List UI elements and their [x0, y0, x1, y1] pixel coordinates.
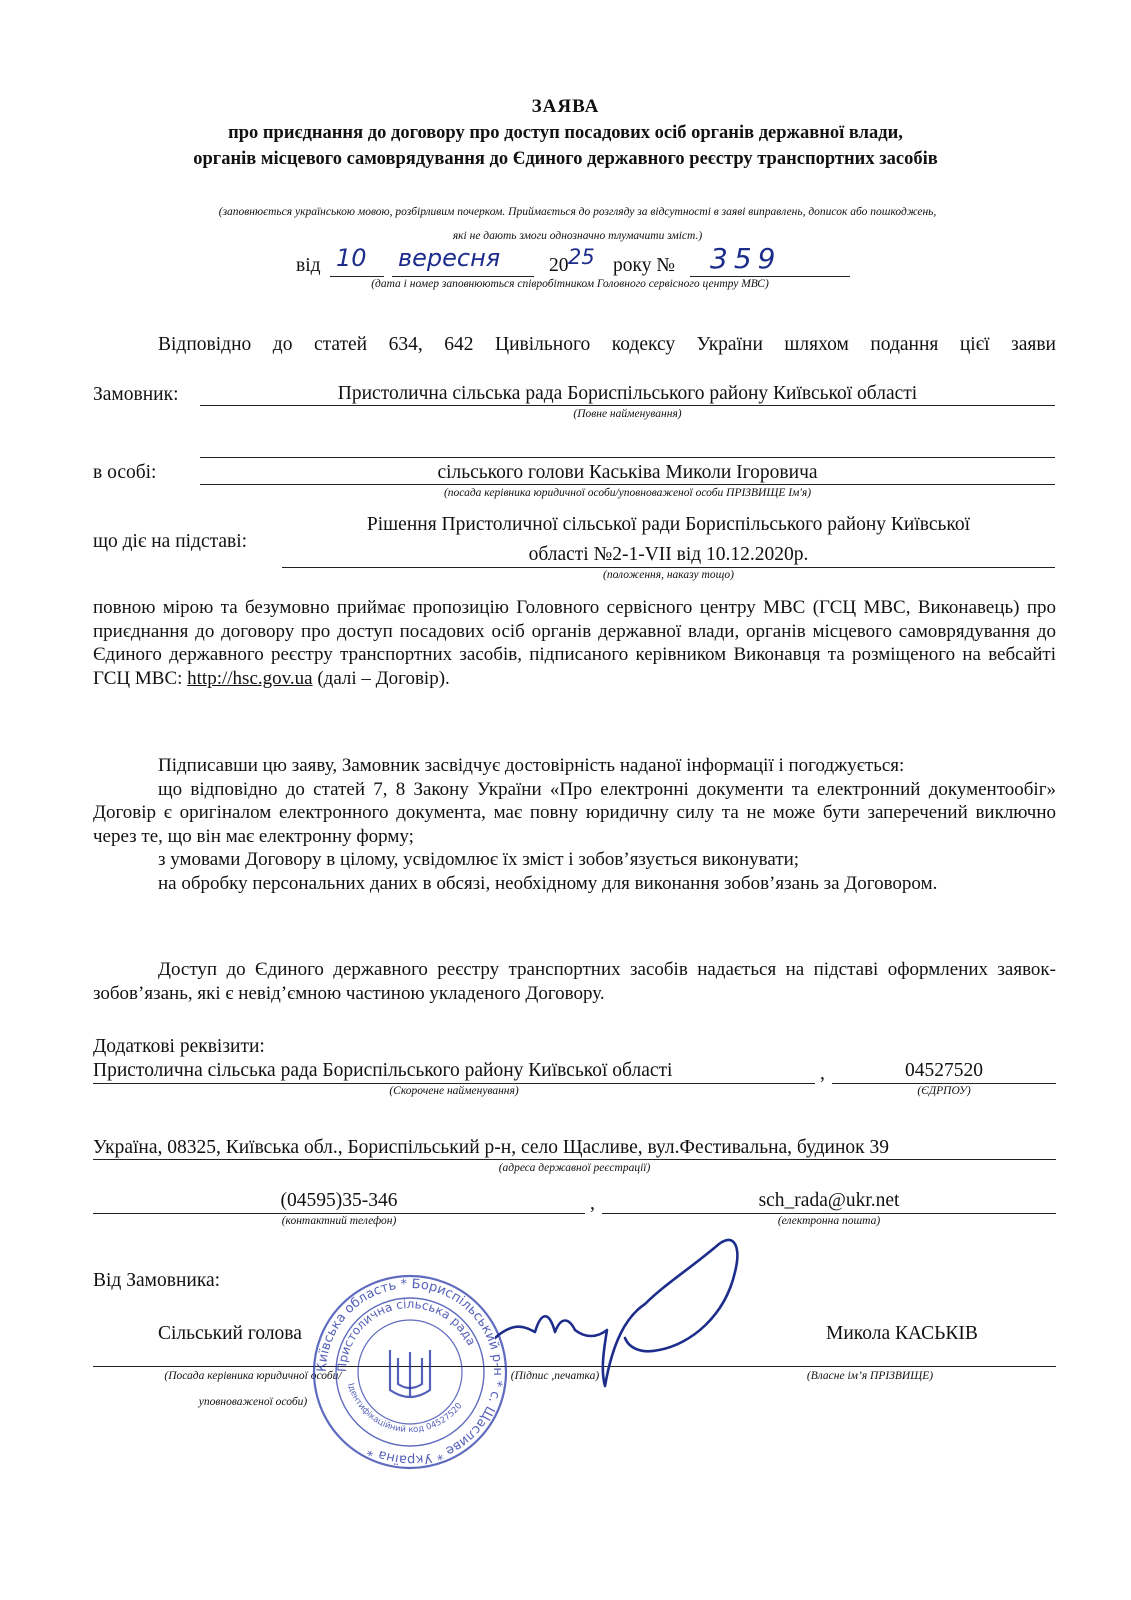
phone-underline: [93, 1213, 585, 1214]
email-underline: [602, 1213, 1056, 1214]
date-from-label: від: [296, 255, 321, 276]
email-caption: (електронна пошта): [777, 1215, 881, 1227]
day-underline: [330, 276, 384, 277]
acceptance-paragraph: [93, 596, 1056, 690]
stamp-code-text: Ідентифікаційний код 04527520: [345, 1382, 465, 1436]
edrpou-underline: [832, 1083, 1056, 1084]
contact-phone[interactable]: (04595)35-346: [280, 1190, 398, 1211]
date-day[interactable]: 10: [336, 244, 367, 272]
basis-line1[interactable]: Рішення Пристоличної сільської ради Бориспільського району Київської: [366, 514, 971, 535]
name-caption: (Власне ім’я ПРІЗВИЩЕ): [806, 1370, 934, 1382]
short-name-comma: ,: [820, 1063, 825, 1084]
trident-emblem-icon: [390, 1350, 430, 1397]
person-underline: [200, 484, 1055, 485]
signer-position: Сільський голова: [158, 1323, 302, 1344]
instruction-line2: які не дають змоги однозначно тлумачити зміст.): [452, 230, 703, 242]
access-paragraph: [93, 958, 1056, 1005]
number-underline: [690, 276, 850, 277]
email-address[interactable]: sch_rada@ukr.net: [758, 1190, 900, 1211]
date-month[interactable]: вересня: [398, 244, 501, 272]
document-subtitle-line2: органів місцевого самоврядування до Єдиного державного реєстру транспортних засобів: [193, 149, 938, 169]
basis-label: що діє на підставі:: [93, 531, 248, 552]
signer-name: Микола КАСЬКІВ: [826, 1323, 978, 1344]
basis-line2[interactable]: області №2-1-VII від 10.12.2020р.: [528, 544, 809, 565]
from-customer-label: Від Замовника:: [93, 1270, 221, 1291]
instruction-line1: (заповнюється українською мовою, розбірливим почерком. Приймається до розгляду за відсутності в заяві виправлень, дописок або пошкоджень,: [218, 206, 937, 218]
agreement-item-personal-data: на обробку персональних даних в обсязі, необхідному для виконання зобов’язань за Договором.: [158, 872, 938, 894]
handwritten-signature: [495, 1220, 745, 1400]
customer-name[interactable]: Пристолична сільська рада Бориспільського району Київської області: [337, 383, 918, 404]
short-name[interactable]: Пристолична сільська рада Бориспільського району Київської області: [93, 1060, 673, 1081]
document-title: ЗАЯВА: [531, 96, 600, 117]
edrpou-caption: (ЄДРПОУ): [917, 1085, 971, 1097]
month-underline: [392, 276, 534, 277]
customer-underline: [200, 405, 1055, 406]
hsc-link[interactable]: http://hsc.gov.ua: [187, 667, 313, 689]
customer-caption: (Повне найменування): [573, 408, 682, 420]
official-stamp: [310, 1272, 510, 1472]
phone-comma: ,: [590, 1193, 595, 1214]
address-underline: [93, 1159, 1056, 1160]
document-subtitle-line1: про приєднання до договору про доступ посадових осіб органів державної влади,: [228, 123, 903, 143]
position-caption-line1: (Посада керівника юридичної особи/: [164, 1370, 342, 1382]
acceptance-text-end: (далі – Договір).: [317, 667, 450, 689]
access-text: Доступ до Єдиного державного реєстру транспортних засобів надається на підставі оформлених заявок-зобов’язань, які є невід’ємною частиною укладеного Договору.: [93, 959, 1056, 1004]
year-suffix[interactable]: 25: [568, 245, 595, 269]
short-name-caption: (Скорочене найменування): [389, 1085, 519, 1097]
requisites-label: Додаткові реквізити:: [93, 1036, 265, 1057]
registration-address[interactable]: Україна, 08325, Київська обл., Бориспільський р-н, село Щасливе, вул.Фестивальна, будинок 39: [93, 1137, 890, 1158]
sign-caption: (Підпис ,печатка): [510, 1370, 600, 1382]
stamp-outer-text: Київська область * Бориспільський р-н * с. Щасливе * Україна *: [314, 1276, 506, 1468]
address-caption: (адреса державної реєстрації): [498, 1162, 651, 1174]
person-top-line: [200, 457, 1055, 458]
intro-text: Відповідно до статей 634, 642 Цивільного кодексу України шляхом подання цієї заяви: [158, 334, 1056, 355]
position-caption-line2: уповноваженої особи): [198, 1396, 308, 1408]
acceptance-text: повною мірою та безумовно приймає пропозицію Головного сервісного центру МВС (ГСЦ МВС, Виконавець) про приєднання до договору про доступ посадових осіб органів державної влади, органів місцевого самоврядування до Єдиного державного реєстру транспортних засобів, підписаного керівником Виконавця та розміщеного на вебсайті ГСЦ МВС:: [93, 597, 1056, 689]
person-name[interactable]: сільського голови Каськіва Миколи Ігоровича: [437, 462, 818, 483]
person-caption: (посада керівника юридичної особи/уповноваженої особи ПРІЗВИЩЕ Ім'я): [443, 487, 812, 499]
fill-instructions: [90, 200, 1065, 248]
basis-underline: [282, 567, 1055, 568]
customer-label: Замовник:: [93, 384, 179, 405]
short-name-underline: [93, 1083, 815, 1084]
phone-caption: (контактний телефон): [281, 1215, 397, 1227]
basis-caption: (положення, наказу тощо): [603, 569, 734, 581]
date-caption: (дата і номер заповнюються співробітником Головного сервісного центру МВС): [371, 278, 769, 290]
agreement-intro: Підписавши цю заяву, Замовник засвідчує достовірність наданої інформації і погоджується:: [158, 755, 905, 776]
year-prefix: 20: [549, 255, 569, 276]
year-number-label: року №: [613, 255, 675, 276]
agreement-item-terms: з умовами Договору в цілому, усвідомлює їх зміст і зобов’язується виконувати;: [158, 849, 800, 871]
agreement-item-edocs: що відповідно до статей 7, 8 Закону України «Про електронні документи та електронний документообіг» Договір є оригіналом електронного документа, має повну юридичну силу та не може бути заперечений виключно через те, що він має електронну форму;: [93, 778, 1056, 847]
agreement-block: [93, 754, 1056, 896]
edrpou-code[interactable]: 04527520: [905, 1060, 983, 1081]
stamp-inner-text: Пристолична сільська рада: [334, 1296, 479, 1373]
person-label: в особі:: [93, 462, 157, 483]
registration-number[interactable]: 359: [710, 242, 782, 275]
